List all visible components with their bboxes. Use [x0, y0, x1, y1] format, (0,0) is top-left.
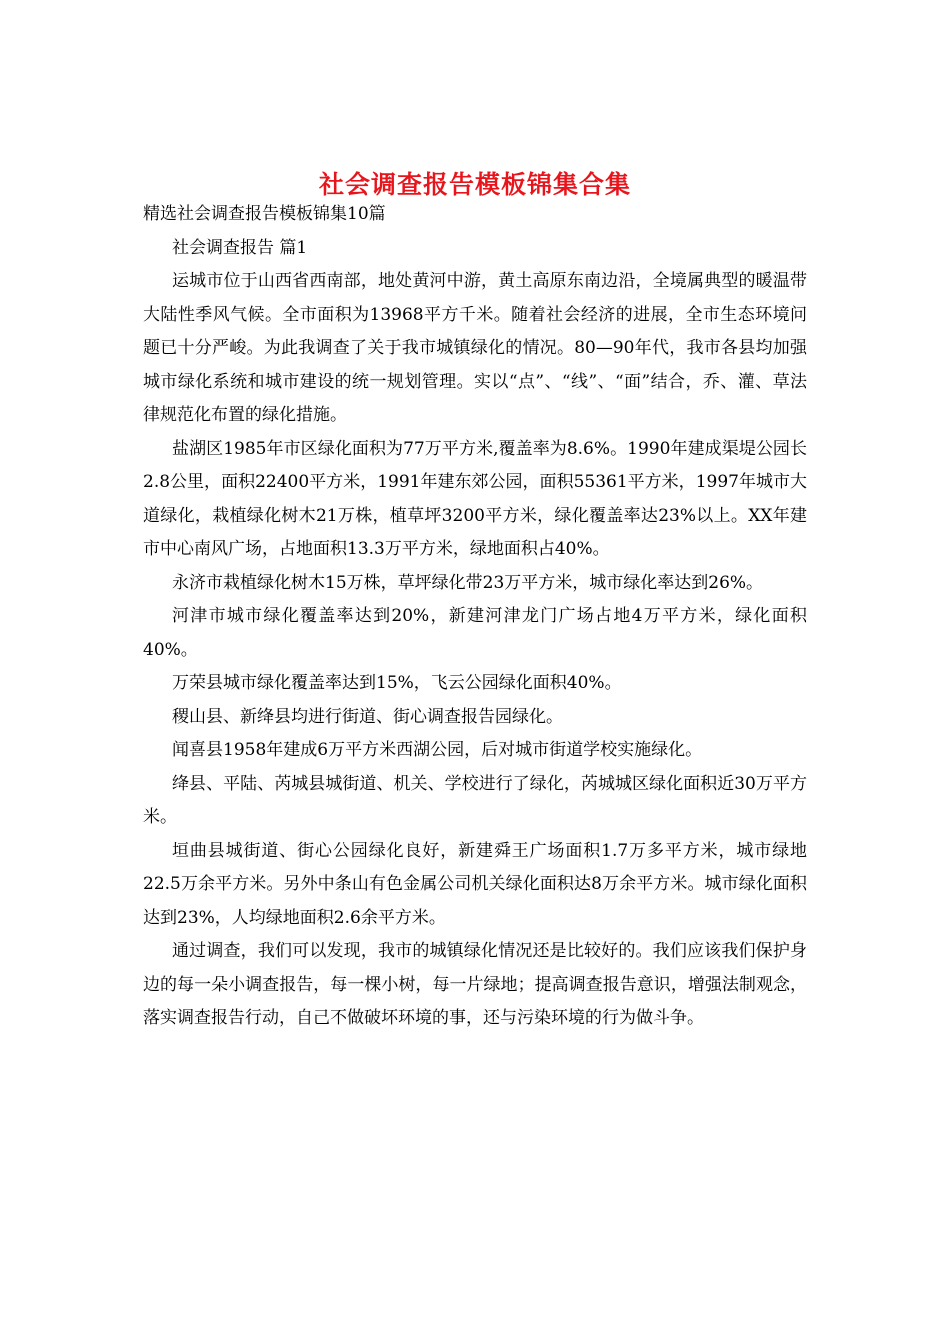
document-title: 社会调查报告模板锦集合集: [318, 169, 631, 199]
paragraph: 万荣县城市绿化覆盖率达到15%，飞云公园绿化面积40%。: [172, 673, 622, 693]
section-heading: 社会调查报告 篇1: [172, 237, 308, 258]
paragraph: 通过调查，我们可以发现，我市的城镇绿化情况还是比较好的。我们应该我们保护身边的每一朵小调查报告，每一棵小树，每一片绿地；提高调查报告意识，增强法制观念，落实调查报告行动，自己不做破坏环境的事，还与污染环境的行为做斗争。: [143, 941, 807, 1028]
paragraph: 运城市位于山西省西南部，地处黄河中游，黄土高原东南边沿，全境属典型的暖温带大陆性季风气候。全市面积为13968平方千米。随着社会经济的进展，全市生态环境问题已十分严峻。为此我调查了关于我市城镇绿化的情况。80—90年代，我市各县均加强城市绿化系统和城市建设的统一规划管理。实以“点”、“线”、“面”结合，乔、灌、草法律规范化布置的绿化措施。: [143, 271, 807, 425]
paragraph: 河津市城市绿化覆盖率达到20%，新建河津龙门广场占地4万平方米，绿化面积40%。: [143, 606, 807, 660]
paragraph: 绛县、平陆、芮城县城街道、机关、学校进行了绿化，芮城城区绿化面积近30万平方米。: [143, 773, 807, 827]
paragraph: 永济市栽植绿化树木15万株，草坪绿化带23万平方米，城市绿化率达到26%。: [172, 572, 764, 593]
paragraph: 盐湖区1985年市区绿化面积为77万平方米,覆盖率为8.6%。1990年建成渠堤公园长2.8公里，面积22400平方米，1991年建东郊公园，面积55361平方米，1997年城市大道绿化，栽植绿化树木21万株，植草坪3200平方米，绿化覆盖率达23%以上。XX年建市中心南风广场，占地面积13.3万平方米，绿地面积占40%。: [143, 438, 807, 559]
paragraph: 垣曲县城街道、街心公园绿化良好，新建舜王广场面积1.7万多平方米，城市绿地22.5万余平方米。另外中条山有色金属公司机关绿化面积达8万余平方米。城市绿化面积达到23%，人均绿地面积2.6余平方米。: [143, 840, 807, 928]
document-body: [143, 198, 807, 1036]
paragraph: 稷山县、新绛县均进行街道、街心调查报告园绿化。: [172, 706, 563, 727]
paragraph: 闻喜县1958年建成6万平方米西湖公园，后对城市街道学校实施绿化。: [172, 740, 703, 760]
document-subtitle: 精选社会调查报告模板锦集10篇: [143, 204, 386, 224]
